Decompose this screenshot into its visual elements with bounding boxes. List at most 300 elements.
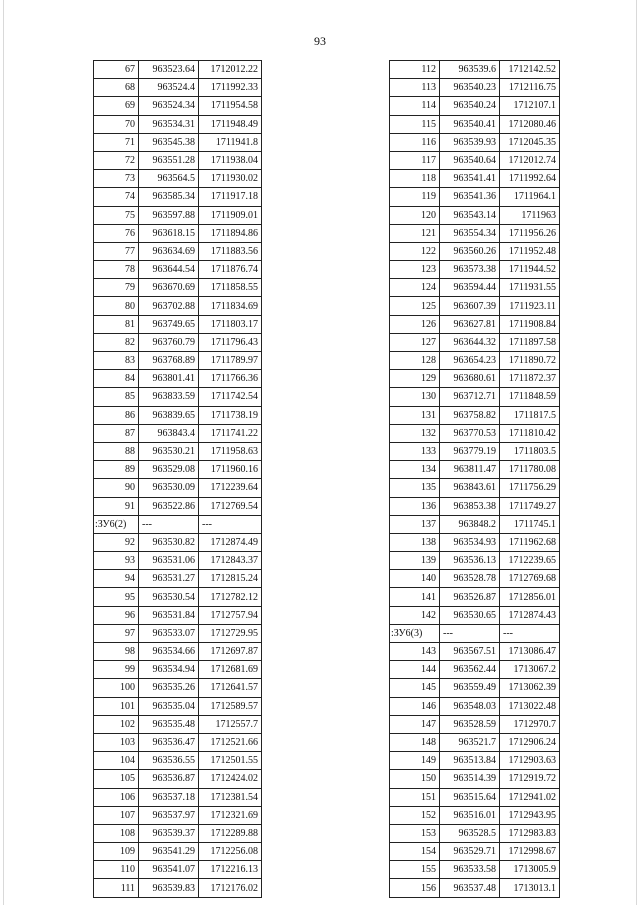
point-number-cell: 91 (94, 497, 139, 515)
y-coordinate-cell: 1712941.02 (500, 788, 560, 806)
point-number-cell: 142 (390, 606, 440, 624)
table-row (94, 624, 262, 642)
table-row (94, 824, 262, 842)
point-number-cell: 141 (390, 588, 440, 606)
point-number-cell: 130 (390, 388, 440, 406)
table-row (94, 170, 262, 188)
table-row (390, 533, 560, 551)
point-number-cell: 102 (94, 715, 139, 733)
y-coordinate-cell: 1712903.63 (500, 752, 560, 770)
point-number-cell: 150 (390, 770, 440, 788)
y-coordinate-cell: --- (500, 624, 560, 642)
x-coordinate-cell: 963585.34 (139, 188, 199, 206)
table-row (94, 224, 262, 242)
table-row (390, 606, 560, 624)
point-number-cell: 76 (94, 224, 139, 242)
y-coordinate-cell: 1711992.33 (199, 79, 262, 97)
point-number-cell: 81 (94, 315, 139, 333)
y-coordinate-cell: 1711941.8 (199, 133, 262, 151)
x-coordinate-cell: 963768.89 (139, 352, 199, 370)
y-coordinate-cell: 1711930.02 (199, 170, 262, 188)
y-coordinate-cell: 1711876.74 (199, 261, 262, 279)
table-row (94, 479, 262, 497)
point-number-cell: 86 (94, 406, 139, 424)
y-coordinate-cell: 1711964.1 (500, 188, 560, 206)
y-coordinate-cell: 1712080.46 (500, 115, 560, 133)
point-number-cell: 69 (94, 97, 139, 115)
x-coordinate-cell: 963853.38 (440, 497, 500, 515)
table-row (390, 461, 560, 479)
table-row (94, 588, 262, 606)
table-row (94, 788, 262, 806)
x-coordinate-cell: 963541.41 (440, 170, 500, 188)
y-coordinate-cell: 1711894.86 (199, 224, 262, 242)
table-row (390, 788, 560, 806)
table-row (390, 61, 560, 79)
x-coordinate-cell: 963573.38 (440, 261, 500, 279)
table-row (390, 242, 560, 260)
x-coordinate-cell: 963537.18 (139, 788, 199, 806)
y-coordinate-cell: --- (199, 515, 262, 533)
table-row (390, 806, 560, 824)
point-number-cell: 106 (94, 788, 139, 806)
table-row (94, 752, 262, 770)
point-number-cell: 100 (94, 679, 139, 697)
point-number-cell: 140 (390, 570, 440, 588)
y-coordinate-cell: 1711803.5 (500, 442, 560, 460)
point-number-cell: 145 (390, 679, 440, 697)
y-coordinate-cell: 1711780.08 (500, 461, 560, 479)
point-number-cell: 96 (94, 606, 139, 624)
table-row (94, 770, 262, 788)
point-number-cell: 146 (390, 697, 440, 715)
point-number-cell: 93 (94, 552, 139, 570)
x-coordinate-cell: 963529.71 (440, 843, 500, 861)
y-coordinate-cell: 1712107.1 (500, 97, 560, 115)
table-row (94, 570, 262, 588)
x-coordinate-cell: 963541.07 (139, 861, 199, 879)
table-row (94, 552, 262, 570)
table-row (94, 879, 262, 897)
x-coordinate-cell: 963537.97 (139, 806, 199, 824)
x-coordinate-cell: 963541.36 (440, 188, 500, 206)
x-coordinate-cell: 963530.54 (139, 588, 199, 606)
table-row (390, 333, 560, 351)
table-row (94, 388, 262, 406)
y-coordinate-cell: 1712381.54 (199, 788, 262, 806)
x-coordinate-cell: 963597.88 (139, 206, 199, 224)
table-row (94, 206, 262, 224)
y-coordinate-cell: 1711960.16 (199, 461, 262, 479)
table-row (390, 115, 560, 133)
table-row (390, 515, 560, 533)
point-number-cell: 135 (390, 479, 440, 497)
point-number-cell: 136 (390, 497, 440, 515)
point-number-cell: 126 (390, 315, 440, 333)
y-coordinate-cell: 1712943.95 (500, 806, 560, 824)
point-number-cell: 139 (390, 552, 440, 570)
point-number-cell: 97 (94, 624, 139, 642)
x-coordinate-cell: 963528.59 (440, 715, 500, 733)
coordinates-table-right (389, 60, 560, 898)
point-number-cell: 78 (94, 261, 139, 279)
y-coordinate-cell: 1713086.47 (500, 643, 560, 661)
point-number-cell: 89 (94, 461, 139, 479)
point-number-cell: 155 (390, 861, 440, 879)
point-number-cell: 70 (94, 115, 139, 133)
y-coordinate-cell: 1711948.49 (199, 115, 262, 133)
table-row (94, 497, 262, 515)
table-row (94, 679, 262, 697)
y-coordinate-cell: 1711992.64 (500, 170, 560, 188)
point-number-cell: 129 (390, 370, 440, 388)
x-coordinate-cell: 963531.84 (139, 606, 199, 624)
table-row (94, 606, 262, 624)
table-row (390, 261, 560, 279)
y-coordinate-cell: 1712983.83 (500, 824, 560, 842)
table-row (94, 697, 262, 715)
x-coordinate-cell: 963848.2 (440, 515, 500, 533)
y-coordinate-cell: 1712729.95 (199, 624, 262, 642)
point-number-cell: 79 (94, 279, 139, 297)
table-row (390, 588, 560, 606)
x-coordinate-cell: 963551.28 (139, 151, 199, 169)
table-row (390, 352, 560, 370)
y-coordinate-cell: 1712815.24 (199, 570, 262, 588)
y-coordinate-cell: 1712782.12 (199, 588, 262, 606)
y-coordinate-cell: 1712424.02 (199, 770, 262, 788)
x-coordinate-cell: 963634.69 (139, 242, 199, 260)
table-row (94, 861, 262, 879)
table-row (390, 879, 560, 897)
y-coordinate-cell: 1713005.9 (500, 861, 560, 879)
x-coordinate-cell: 963529.08 (139, 461, 199, 479)
coordinates-table-right-body (390, 61, 560, 898)
y-coordinate-cell: 1711803.17 (199, 315, 262, 333)
point-number-cell: 105 (94, 770, 139, 788)
x-coordinate-cell: 963811.47 (440, 461, 500, 479)
y-coordinate-cell: 1711810.42 (500, 424, 560, 442)
table-row (390, 861, 560, 879)
x-coordinate-cell: 963567.51 (440, 643, 500, 661)
table-row (94, 297, 262, 315)
y-coordinate-cell: 1712176.02 (199, 879, 262, 897)
table-row (390, 424, 560, 442)
table-row (94, 843, 262, 861)
point-number-cell: 73 (94, 170, 139, 188)
table-row (94, 315, 262, 333)
x-coordinate-cell: 963564.5 (139, 170, 199, 188)
section-row (94, 515, 262, 533)
x-coordinate-cell: 963543.14 (440, 206, 500, 224)
y-coordinate-cell: 1712769.68 (500, 570, 560, 588)
x-coordinate-cell: 963654.23 (440, 352, 500, 370)
y-coordinate-cell: 1713022.48 (500, 697, 560, 715)
table-row (390, 370, 560, 388)
x-coordinate-cell: 963839.65 (139, 406, 199, 424)
point-number-cell: 88 (94, 442, 139, 460)
point-number-cell: 71 (94, 133, 139, 151)
table-row (94, 151, 262, 169)
x-coordinate-cell: 963537.48 (440, 879, 500, 897)
x-coordinate-cell: 963562.44 (440, 661, 500, 679)
scan-edge-left (3, 0, 4, 905)
table-row (94, 333, 262, 351)
y-coordinate-cell: 1713013.1 (500, 879, 560, 897)
table-row (390, 170, 560, 188)
table-row (390, 679, 560, 697)
x-coordinate-cell: 963531.06 (139, 552, 199, 570)
point-number-cell: 109 (94, 843, 139, 861)
x-coordinate-cell: 963554.34 (440, 224, 500, 242)
table-row (390, 188, 560, 206)
x-coordinate-cell: 963540.23 (440, 79, 500, 97)
point-number-cell: 127 (390, 333, 440, 351)
y-coordinate-cell: 1712239.65 (500, 552, 560, 570)
y-coordinate-cell: 1711738.19 (199, 406, 262, 424)
table-row (94, 352, 262, 370)
x-coordinate-cell: --- (440, 624, 500, 642)
table-row (390, 752, 560, 770)
y-coordinate-cell: 1712874.43 (500, 606, 560, 624)
y-coordinate-cell: 1711745.1 (500, 515, 560, 533)
y-coordinate-cell: 1711917.18 (199, 188, 262, 206)
y-coordinate-cell: 1711956.26 (500, 224, 560, 242)
point-number-cell: 144 (390, 661, 440, 679)
x-coordinate-cell: 963779.19 (440, 442, 500, 460)
y-coordinate-cell: 1711938.04 (199, 151, 262, 169)
x-coordinate-cell: 963559.49 (440, 679, 500, 697)
x-coordinate-cell: 963530.21 (139, 442, 199, 460)
point-number-cell: 133 (390, 442, 440, 460)
point-number-cell: 90 (94, 479, 139, 497)
table-row (94, 133, 262, 151)
table-row (390, 79, 560, 97)
x-coordinate-cell: 963760.79 (139, 333, 199, 351)
table-row (390, 715, 560, 733)
point-number-cell: 85 (94, 388, 139, 406)
point-number-cell: 113 (390, 79, 440, 97)
point-number-cell: 152 (390, 806, 440, 824)
point-number-cell: 137 (390, 515, 440, 533)
table-row (390, 843, 560, 861)
point-number-cell: 149 (390, 752, 440, 770)
y-coordinate-cell: 1711749.27 (500, 497, 560, 515)
y-coordinate-cell: 1711789.97 (199, 352, 262, 370)
x-coordinate-cell: 963833.59 (139, 388, 199, 406)
y-coordinate-cell: 1712142.52 (500, 61, 560, 79)
point-number-cell: 68 (94, 79, 139, 97)
y-coordinate-cell: 1713067.2 (500, 661, 560, 679)
point-number-cell: 121 (390, 224, 440, 242)
table-row (94, 115, 262, 133)
x-coordinate-cell: 963545.38 (139, 133, 199, 151)
x-coordinate-cell: 963702.88 (139, 297, 199, 315)
x-coordinate-cell: 963539.37 (139, 824, 199, 842)
x-coordinate-cell: 963548.03 (440, 697, 500, 715)
point-number-cell: 104 (94, 752, 139, 770)
y-coordinate-cell: 1712045.35 (500, 133, 560, 151)
y-coordinate-cell: 1712843.37 (199, 552, 262, 570)
table-row (390, 406, 560, 424)
y-coordinate-cell: 1711958.63 (199, 442, 262, 460)
point-number-cell: 132 (390, 424, 440, 442)
x-coordinate-cell: 963541.29 (139, 843, 199, 861)
y-coordinate-cell: 1711742.54 (199, 388, 262, 406)
table-row (390, 297, 560, 315)
table-row (390, 442, 560, 460)
y-coordinate-cell: 1711796.43 (199, 333, 262, 351)
table-row (390, 279, 560, 297)
x-coordinate-cell: 963530.82 (139, 533, 199, 551)
x-coordinate-cell: 963522.86 (139, 497, 199, 515)
point-number-cell: 74 (94, 188, 139, 206)
y-coordinate-cell: 1711952.48 (500, 242, 560, 260)
y-coordinate-cell: 1712906.24 (500, 733, 560, 751)
point-number-cell: 87 (94, 424, 139, 442)
x-coordinate-cell: --- (139, 515, 199, 533)
point-number-cell: 124 (390, 279, 440, 297)
table-row (94, 61, 262, 79)
table-row (94, 461, 262, 479)
point-number-cell: 82 (94, 333, 139, 351)
x-coordinate-cell: 963843.4 (139, 424, 199, 442)
point-number-cell: 107 (94, 806, 139, 824)
y-coordinate-cell: 1711756.29 (500, 479, 560, 497)
x-coordinate-cell: 963528.78 (440, 570, 500, 588)
x-coordinate-cell: 963534.66 (139, 643, 199, 661)
point-number-cell: 83 (94, 352, 139, 370)
x-coordinate-cell: 963534.93 (440, 533, 500, 551)
y-coordinate-cell: 1712681.69 (199, 661, 262, 679)
y-coordinate-cell: 1711883.56 (199, 242, 262, 260)
point-number-cell: 151 (390, 788, 440, 806)
y-coordinate-cell: 1711954.58 (199, 97, 262, 115)
point-number-cell: 112 (390, 61, 440, 79)
y-coordinate-cell: 1711834.69 (199, 297, 262, 315)
point-number-cell: 111 (94, 879, 139, 897)
table-row (94, 97, 262, 115)
x-coordinate-cell: 963530.65 (440, 606, 500, 624)
y-coordinate-cell: 1712998.67 (500, 843, 560, 861)
table-row (94, 188, 262, 206)
x-coordinate-cell: 963523.64 (139, 61, 199, 79)
y-coordinate-cell: 1713062.39 (500, 679, 560, 697)
point-number-cell: 148 (390, 733, 440, 751)
point-number-cell: 125 (390, 297, 440, 315)
y-coordinate-cell: 1711923.11 (500, 297, 560, 315)
y-coordinate-cell: 1711963 (500, 206, 560, 224)
table-row (94, 733, 262, 751)
point-number-cell: 122 (390, 242, 440, 260)
point-number-cell: 153 (390, 824, 440, 842)
coordinates-table-left-body (94, 61, 262, 898)
y-coordinate-cell: 1711872.37 (500, 370, 560, 388)
point-number-cell: 128 (390, 352, 440, 370)
point-number-cell: 123 (390, 261, 440, 279)
point-number-cell: 77 (94, 242, 139, 260)
point-number-cell: 75 (94, 206, 139, 224)
y-coordinate-cell: 1711890.72 (500, 352, 560, 370)
table-row (390, 206, 560, 224)
x-coordinate-cell: 963536.47 (139, 733, 199, 751)
point-number-cell: 103 (94, 733, 139, 751)
x-coordinate-cell: 963515.64 (440, 788, 500, 806)
table-row (390, 479, 560, 497)
x-coordinate-cell: 963801.41 (139, 370, 199, 388)
y-coordinate-cell: 1712289.88 (199, 824, 262, 842)
x-coordinate-cell: 963514.39 (440, 770, 500, 788)
x-coordinate-cell: 963758.82 (440, 406, 500, 424)
table-row (94, 442, 262, 460)
point-number-cell: 116 (390, 133, 440, 151)
y-coordinate-cell: 1711962.68 (500, 533, 560, 551)
y-coordinate-cell: 1712216.13 (199, 861, 262, 879)
point-number-cell: 156 (390, 879, 440, 897)
x-coordinate-cell: 963843.61 (440, 479, 500, 497)
point-number-cell: 138 (390, 533, 440, 551)
x-coordinate-cell: 963524.4 (139, 79, 199, 97)
table-row (94, 242, 262, 260)
point-number-cell: 118 (390, 170, 440, 188)
point-number-cell: 101 (94, 697, 139, 715)
page-number: 93 (314, 34, 326, 48)
x-coordinate-cell: 963540.24 (440, 97, 500, 115)
point-number-cell: 131 (390, 406, 440, 424)
table-row (390, 315, 560, 333)
point-number-cell: :ЗУ6(2) (94, 515, 139, 533)
x-coordinate-cell: 963535.04 (139, 697, 199, 715)
table-row (390, 643, 560, 661)
y-coordinate-cell: 1711931.55 (500, 279, 560, 297)
coordinates-table-left (93, 60, 262, 898)
point-number-cell: 119 (390, 188, 440, 206)
x-coordinate-cell: 963528.5 (440, 824, 500, 842)
y-coordinate-cell: 1712919.72 (500, 770, 560, 788)
table-row (390, 824, 560, 842)
x-coordinate-cell: 963607.39 (440, 297, 500, 315)
y-coordinate-cell: 1711908.84 (500, 315, 560, 333)
table-row (390, 388, 560, 406)
point-number-cell: 110 (94, 861, 139, 879)
x-coordinate-cell: 963536.55 (139, 752, 199, 770)
x-coordinate-cell: 963521.7 (440, 733, 500, 751)
x-coordinate-cell: 963712.71 (440, 388, 500, 406)
table-row (390, 552, 560, 570)
y-coordinate-cell: 1712970.7 (500, 715, 560, 733)
table-row (94, 424, 262, 442)
y-coordinate-cell: 1712589.57 (199, 697, 262, 715)
x-coordinate-cell: 963594.44 (440, 279, 500, 297)
y-coordinate-cell: 1711858.55 (199, 279, 262, 297)
x-coordinate-cell: 963539.6 (440, 61, 500, 79)
point-number-cell: 80 (94, 297, 139, 315)
y-coordinate-cell: 1711944.52 (500, 261, 560, 279)
y-coordinate-cell: 1712501.55 (199, 752, 262, 770)
x-coordinate-cell: 963644.54 (139, 261, 199, 279)
x-coordinate-cell: 963536.87 (139, 770, 199, 788)
point-number-cell: 98 (94, 643, 139, 661)
table-row (390, 570, 560, 588)
x-coordinate-cell: 963540.64 (440, 151, 500, 169)
y-coordinate-cell: 1711909.01 (199, 206, 262, 224)
x-coordinate-cell: 963534.94 (139, 661, 199, 679)
point-number-cell: 95 (94, 588, 139, 606)
x-coordinate-cell: 963535.26 (139, 679, 199, 697)
y-coordinate-cell: 1712256.08 (199, 843, 262, 861)
x-coordinate-cell: 963539.83 (139, 879, 199, 897)
point-number-cell: 94 (94, 570, 139, 588)
